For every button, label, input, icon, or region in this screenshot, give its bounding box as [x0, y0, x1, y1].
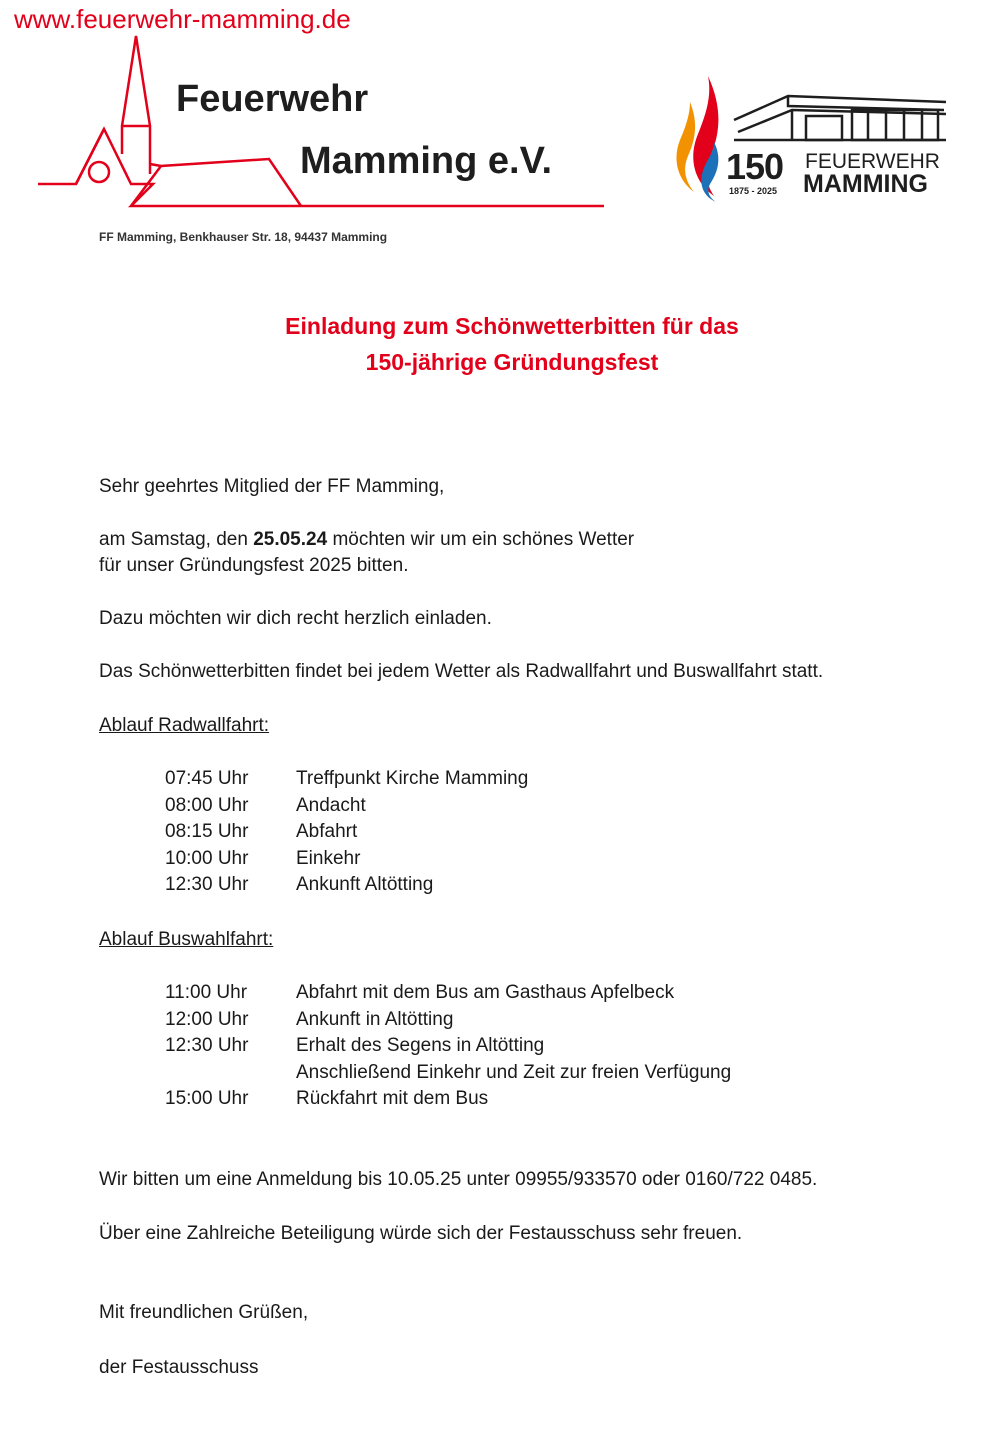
- greeting: Sehr geehrtes Mitglied der FF Mamming,: [99, 476, 445, 497]
- rad-time: 08:15 Uhr: [165, 821, 249, 842]
- bus-desc: Erhalt des Segens in Altötting: [296, 1035, 545, 1056]
- bus-desc: Rückfahrt mit dem Bus: [296, 1088, 489, 1109]
- rad-heading: Ablauf Radwallfahrt:: [99, 715, 270, 736]
- rad-desc: Treffpunkt Kirche Mamming: [296, 768, 529, 789]
- website-link[interactable]: www.feuerwehr-mamming.de: [14, 4, 351, 34]
- info-text: Das Schönwetterbitten findet bei jedem Wetter als Radwallfahrt und Buswallfahrt statt.: [99, 661, 824, 682]
- rad-time: 07:45 Uhr: [165, 768, 249, 789]
- intro-pre: am Samstag, den: [99, 529, 254, 550]
- bus-time: 15:00 Uhr: [165, 1088, 249, 1109]
- bus-time: 11:00 Uhr: [165, 982, 248, 1003]
- intro-line1: [99, 527, 634, 553]
- anniversary-years: 1875 - 2025: [729, 186, 778, 196]
- bus-time: 12:00 Uhr: [165, 1009, 249, 1030]
- intro-post: möchten wir um ein schönes Wetter: [327, 529, 635, 550]
- rad-desc: Einkehr: [296, 848, 361, 869]
- anniversary-label-line1: FEUERWEHR: [805, 150, 940, 173]
- sender-address: FF Mamming, Benkhauser Str. 18, 94437 Mamming: [99, 230, 388, 244]
- bus-desc: Anschließend Einkehr und Zeit zur freien Verfügung: [296, 1062, 732, 1083]
- bus-heading: Ablauf Buswahlfahrt:: [99, 929, 274, 950]
- salutation: Mit freundlichen Grüßen,: [99, 1302, 309, 1323]
- logo-name-line2: Mamming e.V.: [300, 140, 553, 182]
- anniversary-number: 150: [726, 146, 784, 187]
- rad-desc: Andacht: [296, 795, 366, 816]
- closing-note: Über eine Zahlreiche Beteiligung würde sich der Festausschuss sehr freuen.: [99, 1223, 743, 1244]
- rad-time: 10:00 Uhr: [165, 848, 249, 869]
- rad-time: 08:00 Uhr: [165, 795, 249, 816]
- bus-desc: Abfahrt mit dem Bus am Gasthaus Apfelbeck: [296, 982, 675, 1003]
- letter-title-line1: Einladung zum Schönwetterbitten für das: [285, 313, 739, 339]
- registration-text: Wir bitten um eine Anmeldung bis 10.05.25 unter 09955/933570 oder 0160/722 0485.: [99, 1169, 818, 1190]
- logo-name-line1: Feuerwehr: [176, 78, 369, 120]
- bus-time: 12:30 Uhr: [165, 1035, 249, 1056]
- invite-text: Dazu möchten wir dich recht herzlich einladen.: [99, 608, 492, 629]
- intro-line2: für unser Gründungsfest 2025 bitten.: [99, 555, 409, 576]
- rad-time: 12:30 Uhr: [165, 874, 249, 895]
- rad-desc: Abfahrt: [296, 821, 358, 842]
- anniversary-label-line2: MAMMING: [803, 170, 928, 198]
- intro-date: 25.05.24: [253, 529, 328, 550]
- church-logo-icon: [36, 34, 608, 214]
- letter-title-line2: 150-jährige Gründungsfest: [365, 349, 659, 375]
- signature: der Festausschuss: [99, 1357, 259, 1378]
- rad-desc: Ankunft Altötting: [296, 874, 434, 895]
- bus-desc: Ankunft in Altötting: [296, 1009, 454, 1030]
